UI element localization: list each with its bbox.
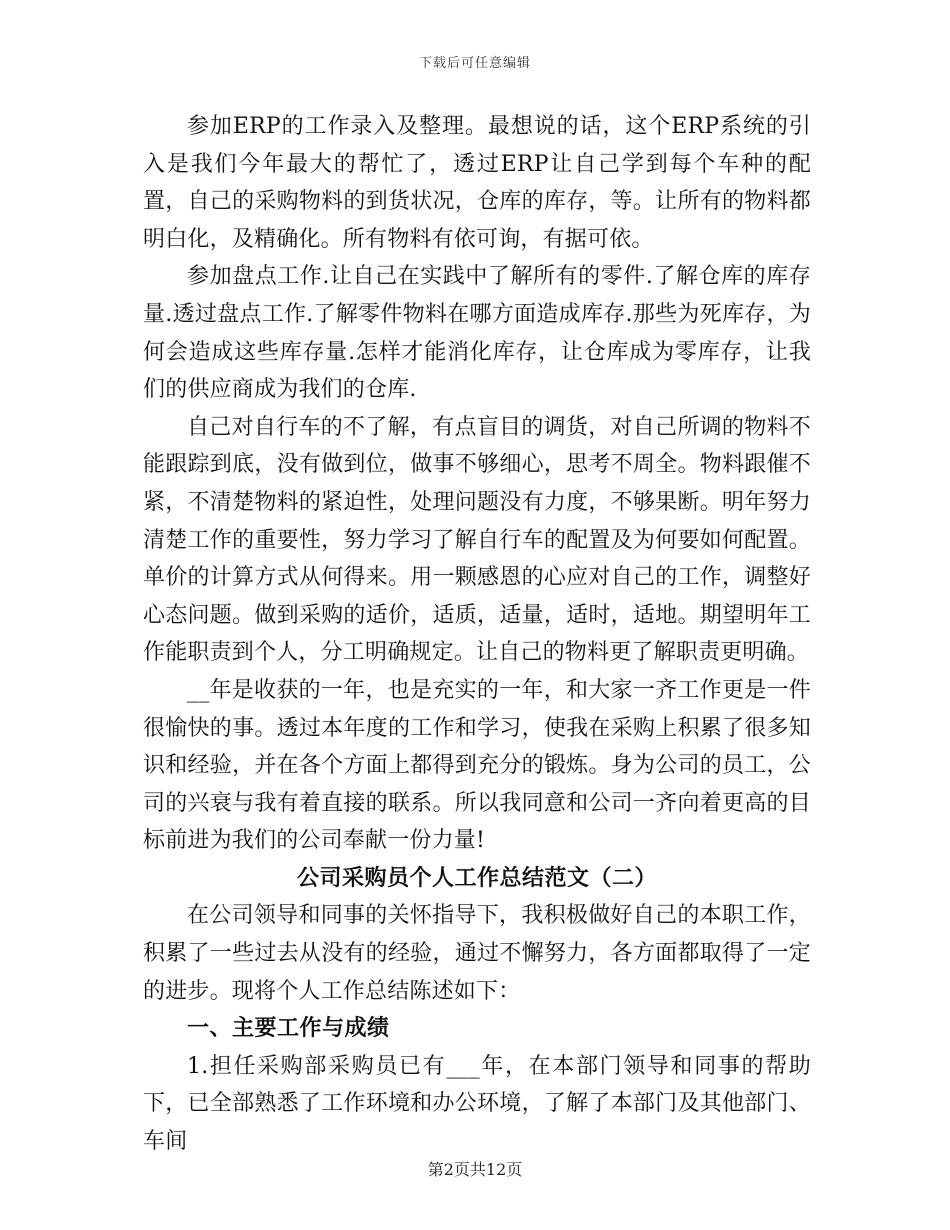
paragraph-year-summary: __年是收获的一年，也是充实的一年，和大家一齐工作更是一件很愉快的事。透过本年度的工作和学习，使我在采购上积累了很多知识和经验，并在各个方面上都得到充分的锻炼。身为公司的员工，公司的兴衰与我有着直接的联系。所以我同意和公司一齐向着更高的目标前进为我们的公司奉献一份力量! bbox=[143, 677, 811, 854]
paragraph-self-review: 自己对自行车的不了解，有点盲目的调货，对自己所调的物料不能跟踪到底，没有做到位，做事不够细心，思考不周全。物料跟催不紧，不清楚物料的紧迫性，处理问题没有力度，不够果断。明年努力清楚工作的重要性，努力学习了解自行车的配置及为何要如何配置。单价的计算方式从何得来。用一颗感恩的心应对自己的工作，调整好心态问题。做到采购的适价，适质，适量，适时，适地。期望明年工作能职责到个人，分工明确规定。让自己的物料更了解职责更明确。 bbox=[143, 414, 811, 666]
page-header: 下载后可任意编辑 bbox=[418, 56, 531, 71]
paragraph-intro: 在公司领导和同事的关怀指导下，我积极做好自己的本职工作，积累了一些过去从没有的经验，通过不懈努力，各方面都取得了一定的进步。现将个人工作总结陈述如下： bbox=[143, 903, 811, 1004]
subsection-title: 一、主要工作与成绩 bbox=[187, 1015, 390, 1042]
page-number: 第2页共12页 bbox=[427, 1160, 523, 1179]
paragraph-inventory: 参加盘点工作.让自己在实践中了解所有的零件.了解仓库的库存量.透过盘点工作.了解零件物料在哪方面造成库存.那些为死库存，为何会造成这些库存量.怎样才能消化库存，让仓库成为零库存，让我们的供应商成为我们的仓库. bbox=[143, 264, 811, 403]
document-body bbox=[143, 108, 811, 1161]
section-title: 公司采购员个人工作总结范文（二） bbox=[296, 864, 657, 891]
paragraph-erp: 参加ERP的工作录入及整理。最想说的话，这个ERP系统的引入是我们今年最大的帮忙了，透过ERP让自己学到每个车种的配置，自己的采购物料的到货状况，仓库的库存，等。让所有的物料都明白化，及精确化。所有物料有依可询，有据可依。 bbox=[143, 114, 811, 252]
paragraph-item-1: 1.担任采购部采购员已有___年，在本部门领导和同事的帮助下，已全部熟悉了工作环境和办公环境，了解了本部门及其他部门、车间 bbox=[143, 1053, 811, 1155]
